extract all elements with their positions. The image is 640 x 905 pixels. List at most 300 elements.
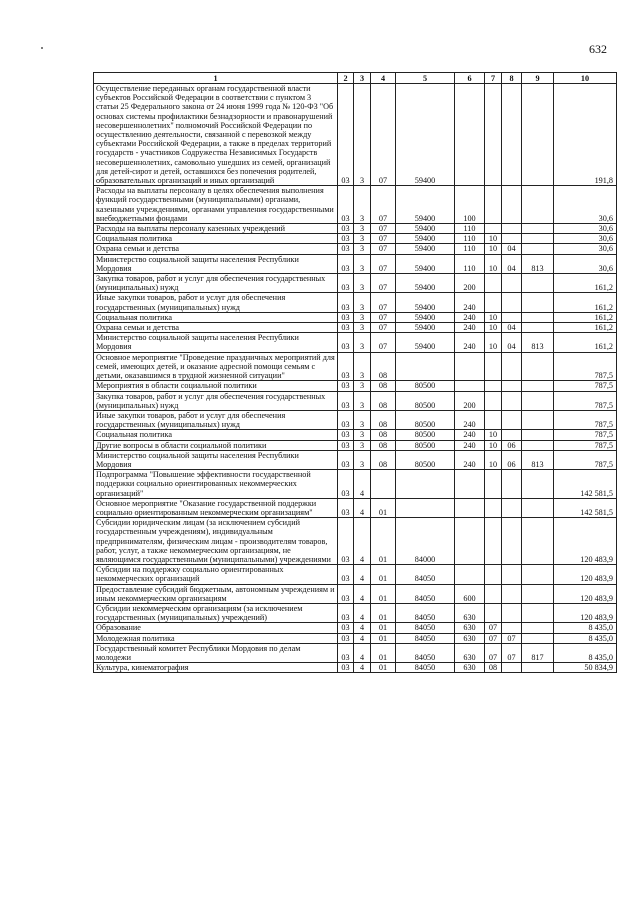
direction-cell: 59400 bbox=[396, 312, 455, 322]
row-name-cell: Расходы на выплаты персоналу в целях обеспечения выполнения функций государственными (муниципальными) органами, казенными учреждениями, органами управления государственными внебюджетными фондами bbox=[94, 186, 338, 224]
subsection-cell: 07 bbox=[502, 643, 522, 662]
direction-cell: 80500 bbox=[396, 410, 455, 429]
direction-cell: 59400 bbox=[396, 293, 455, 312]
amount-cell: 8 435,0 bbox=[554, 643, 617, 662]
table-row bbox=[94, 293, 617, 312]
column-header: 7 bbox=[485, 73, 502, 84]
table-row bbox=[94, 274, 617, 293]
direction-cell: 84000 bbox=[396, 518, 455, 565]
subsection-cell bbox=[502, 565, 522, 584]
scan-artifact bbox=[41, 47, 43, 49]
program-cell: 03 bbox=[338, 391, 354, 410]
subsection-cell bbox=[502, 663, 522, 673]
section-cell: 07 bbox=[485, 623, 502, 633]
table-row bbox=[94, 186, 617, 224]
table-row bbox=[94, 244, 617, 254]
expense-type-cell: 630 bbox=[455, 603, 485, 622]
direction-cell: 80500 bbox=[396, 391, 455, 410]
direction-cell: 84050 bbox=[396, 623, 455, 633]
expense-type-cell bbox=[455, 565, 485, 584]
section-cell bbox=[485, 498, 502, 517]
ministry-cell bbox=[522, 663, 554, 673]
column-header: 2 bbox=[338, 73, 354, 84]
table-row bbox=[94, 381, 617, 391]
program-cell: 03 bbox=[338, 498, 354, 517]
direction-cell: 59400 bbox=[396, 254, 455, 273]
subsection-cell: 04 bbox=[502, 254, 522, 273]
program-cell: 03 bbox=[338, 381, 354, 391]
row-name-cell: Субсидии на поддержку социально ориентированных некоммерческих организаций bbox=[94, 565, 338, 584]
direction-cell: 84050 bbox=[396, 633, 455, 643]
direction-cell: 84050 bbox=[396, 603, 455, 622]
table-row bbox=[94, 312, 617, 322]
program-cell: 03 bbox=[338, 312, 354, 322]
row-name-cell: Осуществление переданных органам государственной власти субъектов Российской Федерации в соответствии с пунктом 3 статьи 25 Федерального закона от 24 июня 1999 года № 120-ФЗ "Об основах системы профилактики безнадзорности и правонарушений несовершеннолетних" полномочий Российской Федерации по осуществлению деятельности, связанной с перевозкой между субъектами Российской Федерации, а также в пределах территорий государств - участников Содружества Независимых Государств несовершеннолетних, самовольно ушедших из семей, организаций для детей-сирот и детей, оставшихся без попечения родителей, образовательных организаций и иных организаций bbox=[94, 84, 338, 186]
program-cell: 03 bbox=[338, 224, 354, 234]
program-cell: 03 bbox=[338, 450, 354, 469]
header-row bbox=[94, 73, 617, 84]
page-number: 632 bbox=[589, 42, 607, 56]
program-cell: 03 bbox=[338, 470, 354, 499]
direction-cell: 59400 bbox=[396, 244, 455, 254]
expense-type-cell: 240 bbox=[455, 312, 485, 322]
section-cell: 10 bbox=[485, 234, 502, 244]
expense-type-cell: 240 bbox=[455, 450, 485, 469]
row-name-cell: Министерство социальной защиты населения Республики Мордовия bbox=[94, 254, 338, 273]
program-cell: 03 bbox=[338, 254, 354, 273]
amount-cell: 30,6 bbox=[554, 186, 617, 224]
section-cell: 10 bbox=[485, 430, 502, 440]
program-cell: 03 bbox=[338, 244, 354, 254]
event-cell: 08 bbox=[371, 450, 396, 469]
program-cell: 03 bbox=[338, 584, 354, 603]
ministry-cell: 817 bbox=[522, 643, 554, 662]
direction-cell: 59400 bbox=[396, 323, 455, 333]
amount-cell: 787,5 bbox=[554, 391, 617, 410]
expense-type-cell: 200 bbox=[455, 274, 485, 293]
subsection-cell: 04 bbox=[502, 333, 522, 352]
amount-cell: 161,2 bbox=[554, 333, 617, 352]
subprogram-cell: 3 bbox=[354, 312, 371, 322]
program-cell: 03 bbox=[338, 565, 354, 584]
row-name-cell: Социальная политика bbox=[94, 430, 338, 440]
subprogram-cell: 3 bbox=[354, 410, 371, 429]
table-row bbox=[94, 603, 617, 622]
section-cell bbox=[485, 352, 502, 381]
direction-cell: 80500 bbox=[396, 440, 455, 450]
amount-cell: 120 483,9 bbox=[554, 584, 617, 603]
ministry-cell bbox=[522, 244, 554, 254]
row-name-cell: Культура, кинематография bbox=[94, 663, 338, 673]
subsection-cell bbox=[502, 352, 522, 381]
column-header: 4 bbox=[371, 73, 396, 84]
direction-cell bbox=[396, 470, 455, 499]
table-row bbox=[94, 84, 617, 186]
section-cell: 07 bbox=[485, 633, 502, 643]
amount-cell: 787,5 bbox=[554, 430, 617, 440]
subprogram-cell: 3 bbox=[354, 254, 371, 273]
row-name-cell: Подпрограмма "Повышение эффективности государственной поддержки социально ориентированных некоммерческих организаций" bbox=[94, 470, 338, 499]
column-header: 10 bbox=[554, 73, 617, 84]
amount-cell: 120 483,9 bbox=[554, 518, 617, 565]
ministry-cell bbox=[522, 224, 554, 234]
direction-cell: 59400 bbox=[396, 224, 455, 234]
row-name-cell: Закупка товаров, работ и услуг для обеспечения государственных (муниципальных) нужд bbox=[94, 274, 338, 293]
table-row bbox=[94, 518, 617, 565]
subsection-cell bbox=[502, 623, 522, 633]
section-cell: 10 bbox=[485, 450, 502, 469]
expense-type-cell: 100 bbox=[455, 186, 485, 224]
row-name-cell: Закупка товаров, работ и услуг для обеспечения государственных (муниципальных) нужд bbox=[94, 391, 338, 410]
section-cell: 08 bbox=[485, 663, 502, 673]
direction-cell: 59400 bbox=[396, 274, 455, 293]
subprogram-cell: 3 bbox=[354, 274, 371, 293]
ministry-cell bbox=[522, 352, 554, 381]
event-cell: 07 bbox=[371, 244, 396, 254]
ministry-cell bbox=[522, 381, 554, 391]
direction-cell: 59400 bbox=[396, 84, 455, 186]
expense-type-cell: 630 bbox=[455, 643, 485, 662]
ministry-cell: 813 bbox=[522, 450, 554, 469]
row-name-cell: Министерство социальной защиты населения Республики Мордовия bbox=[94, 333, 338, 352]
subprogram-cell: 4 bbox=[354, 643, 371, 662]
program-cell: 03 bbox=[338, 440, 354, 450]
row-name-cell: Охрана семьи и детства bbox=[94, 323, 338, 333]
event-cell: 07 bbox=[371, 84, 396, 186]
ministry-cell bbox=[522, 584, 554, 603]
subsection-cell: 06 bbox=[502, 450, 522, 469]
column-header: 5 bbox=[396, 73, 455, 84]
event-cell: 08 bbox=[371, 430, 396, 440]
amount-cell: 30,6 bbox=[554, 234, 617, 244]
section-cell: 10 bbox=[485, 440, 502, 450]
subprogram-cell: 3 bbox=[354, 430, 371, 440]
expense-type-cell bbox=[455, 84, 485, 186]
event-cell: 07 bbox=[371, 254, 396, 273]
table-row bbox=[94, 623, 617, 633]
expense-type-cell: 240 bbox=[455, 440, 485, 450]
row-name-cell: Расходы на выплаты персоналу казенных учреждений bbox=[94, 224, 338, 234]
row-name-cell: Государственный комитет Республики Мордовия по делам молодежи bbox=[94, 643, 338, 662]
table-body bbox=[94, 84, 617, 673]
subprogram-cell: 4 bbox=[354, 633, 371, 643]
row-name-cell: Иные закупки товаров, работ и услуг для обеспечения государственных (муниципальных) нужд bbox=[94, 410, 338, 429]
direction-cell: 80500 bbox=[396, 381, 455, 391]
subsection-cell bbox=[502, 381, 522, 391]
subprogram-cell: 3 bbox=[354, 224, 371, 234]
column-header: 1 bbox=[94, 73, 338, 84]
event-cell: 07 bbox=[371, 274, 396, 293]
row-name-cell: Предоставление субсидий бюджетным, автономным учреждениям и иным некоммерческим организациям bbox=[94, 584, 338, 603]
direction-cell: 59400 bbox=[396, 186, 455, 224]
table-row bbox=[94, 254, 617, 273]
expense-type-cell: 200 bbox=[455, 391, 485, 410]
event-cell: 01 bbox=[371, 643, 396, 662]
amount-cell: 30,6 bbox=[554, 244, 617, 254]
direction-cell: 84050 bbox=[396, 663, 455, 673]
table-row bbox=[94, 663, 617, 673]
amount-cell: 787,5 bbox=[554, 410, 617, 429]
event-cell: 01 bbox=[371, 603, 396, 622]
subprogram-cell: 3 bbox=[354, 381, 371, 391]
program-cell: 03 bbox=[338, 663, 354, 673]
direction-cell: 84050 bbox=[396, 584, 455, 603]
program-cell: 03 bbox=[338, 633, 354, 643]
amount-cell: 787,5 bbox=[554, 352, 617, 381]
event-cell: 01 bbox=[371, 623, 396, 633]
event-cell: 01 bbox=[371, 663, 396, 673]
table-row bbox=[94, 224, 617, 234]
ministry-cell bbox=[522, 84, 554, 186]
amount-cell: 30,6 bbox=[554, 224, 617, 234]
subprogram-cell: 3 bbox=[354, 293, 371, 312]
direction-cell bbox=[396, 352, 455, 381]
program-cell: 03 bbox=[338, 603, 354, 622]
row-name-cell: Иные закупки товаров, работ и услуг для обеспечения государственных (муниципальных) нужд bbox=[94, 293, 338, 312]
ministry-cell bbox=[522, 186, 554, 224]
section-cell bbox=[485, 224, 502, 234]
column-header: 9 bbox=[522, 73, 554, 84]
program-cell: 03 bbox=[338, 518, 354, 565]
ministry-cell bbox=[522, 623, 554, 633]
section-cell bbox=[485, 381, 502, 391]
event-cell: 07 bbox=[371, 333, 396, 352]
ministry-cell bbox=[522, 498, 554, 517]
subsection-cell bbox=[502, 470, 522, 499]
direction-cell: 80500 bbox=[396, 450, 455, 469]
event-cell: 08 bbox=[371, 381, 396, 391]
row-name-cell: Субсидии юридическим лицам (за исключением субсидий государственным учреждениям), индивидуальным предпринимателям, физическим лицам - производителям товаров, работ, услуг, а также некоммерческим организациям, не являющимся государственными (муниципальными) учреждениями bbox=[94, 518, 338, 565]
ministry-cell bbox=[522, 410, 554, 429]
table-row bbox=[94, 584, 617, 603]
program-cell: 03 bbox=[338, 186, 354, 224]
event-cell: 07 bbox=[371, 234, 396, 244]
amount-cell: 142 581,5 bbox=[554, 498, 617, 517]
subprogram-cell: 4 bbox=[354, 623, 371, 633]
expense-type-cell: 630 bbox=[455, 663, 485, 673]
amount-cell: 161,2 bbox=[554, 312, 617, 322]
amount-cell: 50 834,9 bbox=[554, 663, 617, 673]
subprogram-cell: 4 bbox=[354, 603, 371, 622]
expense-type-cell bbox=[455, 498, 485, 517]
budget-table bbox=[93, 72, 617, 673]
amount-cell: 161,2 bbox=[554, 274, 617, 293]
section-cell bbox=[485, 470, 502, 499]
subprogram-cell: 3 bbox=[354, 450, 371, 469]
event-cell: 07 bbox=[371, 312, 396, 322]
event-cell: 07 bbox=[371, 186, 396, 224]
event-cell: 01 bbox=[371, 633, 396, 643]
expense-type-cell bbox=[455, 381, 485, 391]
ministry-cell: 813 bbox=[522, 333, 554, 352]
ministry-cell bbox=[522, 603, 554, 622]
expense-type-cell: 240 bbox=[455, 323, 485, 333]
row-name-cell: Мероприятия в области социальной политики bbox=[94, 381, 338, 391]
event-cell: 08 bbox=[371, 391, 396, 410]
row-name-cell: Социальная политика bbox=[94, 234, 338, 244]
section-cell: 10 bbox=[485, 254, 502, 273]
expense-type-cell: 240 bbox=[455, 410, 485, 429]
section-cell bbox=[485, 84, 502, 186]
table-row bbox=[94, 470, 617, 499]
table-row bbox=[94, 333, 617, 352]
direction-cell: 80500 bbox=[396, 430, 455, 440]
subsection-cell bbox=[502, 391, 522, 410]
subprogram-cell: 4 bbox=[354, 518, 371, 565]
table-row bbox=[94, 234, 617, 244]
expense-type-cell: 240 bbox=[455, 333, 485, 352]
table-row bbox=[94, 450, 617, 469]
table-row bbox=[94, 352, 617, 381]
program-cell: 03 bbox=[338, 410, 354, 429]
subsection-cell bbox=[502, 430, 522, 440]
program-cell: 03 bbox=[338, 623, 354, 633]
expense-type-cell bbox=[455, 352, 485, 381]
amount-cell: 787,5 bbox=[554, 440, 617, 450]
expense-type-cell: 630 bbox=[455, 623, 485, 633]
ministry-cell bbox=[522, 470, 554, 499]
subsection-cell bbox=[502, 224, 522, 234]
subsection-cell bbox=[502, 584, 522, 603]
subsection-cell bbox=[502, 312, 522, 322]
section-cell bbox=[485, 186, 502, 224]
expense-type-cell: 110 bbox=[455, 244, 485, 254]
event-cell: 08 bbox=[371, 410, 396, 429]
row-name-cell: Образование bbox=[94, 623, 338, 633]
section-cell bbox=[485, 565, 502, 584]
direction-cell: 84050 bbox=[396, 565, 455, 584]
subprogram-cell: 3 bbox=[354, 333, 371, 352]
section-cell: 10 bbox=[485, 323, 502, 333]
subsection-cell: 07 bbox=[502, 633, 522, 643]
subsection-cell bbox=[502, 186, 522, 224]
row-name-cell: Субсидии некоммерческим организациям (за исключением государственных (муниципальных) учреждений) bbox=[94, 603, 338, 622]
subprogram-cell: 3 bbox=[354, 84, 371, 186]
ministry-cell bbox=[522, 633, 554, 643]
amount-cell: 8 435,0 bbox=[554, 623, 617, 633]
subsection-cell bbox=[502, 603, 522, 622]
amount-cell: 161,2 bbox=[554, 323, 617, 333]
section-cell bbox=[485, 410, 502, 429]
program-cell: 03 bbox=[338, 274, 354, 293]
table-row bbox=[94, 440, 617, 450]
subsection-cell bbox=[502, 410, 522, 429]
table-row bbox=[94, 430, 617, 440]
section-cell bbox=[485, 603, 502, 622]
section-cell bbox=[485, 518, 502, 565]
subsection-cell bbox=[502, 274, 522, 293]
section-cell bbox=[485, 584, 502, 603]
program-cell: 03 bbox=[338, 430, 354, 440]
table-row bbox=[94, 391, 617, 410]
subprogram-cell: 3 bbox=[354, 186, 371, 224]
subprogram-cell: 3 bbox=[354, 440, 371, 450]
amount-cell: 120 483,9 bbox=[554, 565, 617, 584]
event-cell: 01 bbox=[371, 584, 396, 603]
event-cell: 07 bbox=[371, 293, 396, 312]
program-cell: 03 bbox=[338, 234, 354, 244]
row-name-cell: Социальная политика bbox=[94, 312, 338, 322]
subsection-cell bbox=[502, 498, 522, 517]
expense-type-cell: 110 bbox=[455, 224, 485, 234]
subprogram-cell: 4 bbox=[354, 663, 371, 673]
amount-cell: 787,5 bbox=[554, 450, 617, 469]
program-cell: 03 bbox=[338, 643, 354, 662]
event-cell: 07 bbox=[371, 224, 396, 234]
expense-type-cell: 110 bbox=[455, 234, 485, 244]
subsection-cell bbox=[502, 293, 522, 312]
event-cell: 07 bbox=[371, 323, 396, 333]
subprogram-cell: 3 bbox=[354, 352, 371, 381]
ministry-cell bbox=[522, 440, 554, 450]
subprogram-cell: 4 bbox=[354, 565, 371, 584]
table-row bbox=[94, 323, 617, 333]
section-cell: 07 bbox=[485, 643, 502, 662]
subprogram-cell: 4 bbox=[354, 470, 371, 499]
ministry-cell: 813 bbox=[522, 254, 554, 273]
ministry-cell bbox=[522, 565, 554, 584]
ministry-cell bbox=[522, 312, 554, 322]
section-cell bbox=[485, 274, 502, 293]
column-header: 8 bbox=[502, 73, 522, 84]
section-cell: 10 bbox=[485, 244, 502, 254]
program-cell: 03 bbox=[338, 293, 354, 312]
program-cell: 03 bbox=[338, 84, 354, 186]
amount-cell: 120 483,9 bbox=[554, 603, 617, 622]
subprogram-cell: 4 bbox=[354, 498, 371, 517]
program-cell: 03 bbox=[338, 333, 354, 352]
direction-cell: 59400 bbox=[396, 333, 455, 352]
ministry-cell bbox=[522, 274, 554, 293]
subsection-cell bbox=[502, 518, 522, 565]
table-row bbox=[94, 565, 617, 584]
ministry-cell bbox=[522, 323, 554, 333]
program-cell: 03 bbox=[338, 352, 354, 381]
section-cell: 10 bbox=[485, 312, 502, 322]
section-cell bbox=[485, 293, 502, 312]
event-cell: 01 bbox=[371, 518, 396, 565]
event-cell: 01 bbox=[371, 565, 396, 584]
expense-type-cell: 240 bbox=[455, 430, 485, 440]
expense-type-cell bbox=[455, 470, 485, 499]
amount-cell: 191,8 bbox=[554, 84, 617, 186]
row-name-cell: Молодежная политика bbox=[94, 633, 338, 643]
table-row bbox=[94, 410, 617, 429]
row-name-cell: Основное мероприятие "Оказание государственной поддержки социально ориентированным некоммерческим организациям" bbox=[94, 498, 338, 517]
subsection-cell bbox=[502, 84, 522, 186]
direction-cell bbox=[396, 498, 455, 517]
row-name-cell: Основное мероприятие "Проведение праздничных мероприятий для семей, имеющих детей, и оказание адресной помощи семьям с детьми, оказавшимся в трудной жизненной ситуации" bbox=[94, 352, 338, 381]
section-cell: 10 bbox=[485, 333, 502, 352]
expense-type-cell: 110 bbox=[455, 254, 485, 273]
expense-type-cell: 600 bbox=[455, 584, 485, 603]
subsection-cell bbox=[502, 234, 522, 244]
amount-cell: 787,5 bbox=[554, 381, 617, 391]
subprogram-cell: 3 bbox=[354, 244, 371, 254]
amount-cell: 161,2 bbox=[554, 293, 617, 312]
ministry-cell bbox=[522, 293, 554, 312]
direction-cell: 59400 bbox=[396, 234, 455, 244]
table-row bbox=[94, 498, 617, 517]
subsection-cell: 06 bbox=[502, 440, 522, 450]
event-cell bbox=[371, 470, 396, 499]
ministry-cell bbox=[522, 391, 554, 410]
amount-cell: 8 435,0 bbox=[554, 633, 617, 643]
row-name-cell: Другие вопросы в области социальной политики bbox=[94, 440, 338, 450]
column-header: 3 bbox=[354, 73, 371, 84]
expense-type-cell: 630 bbox=[455, 633, 485, 643]
subprogram-cell: 3 bbox=[354, 391, 371, 410]
